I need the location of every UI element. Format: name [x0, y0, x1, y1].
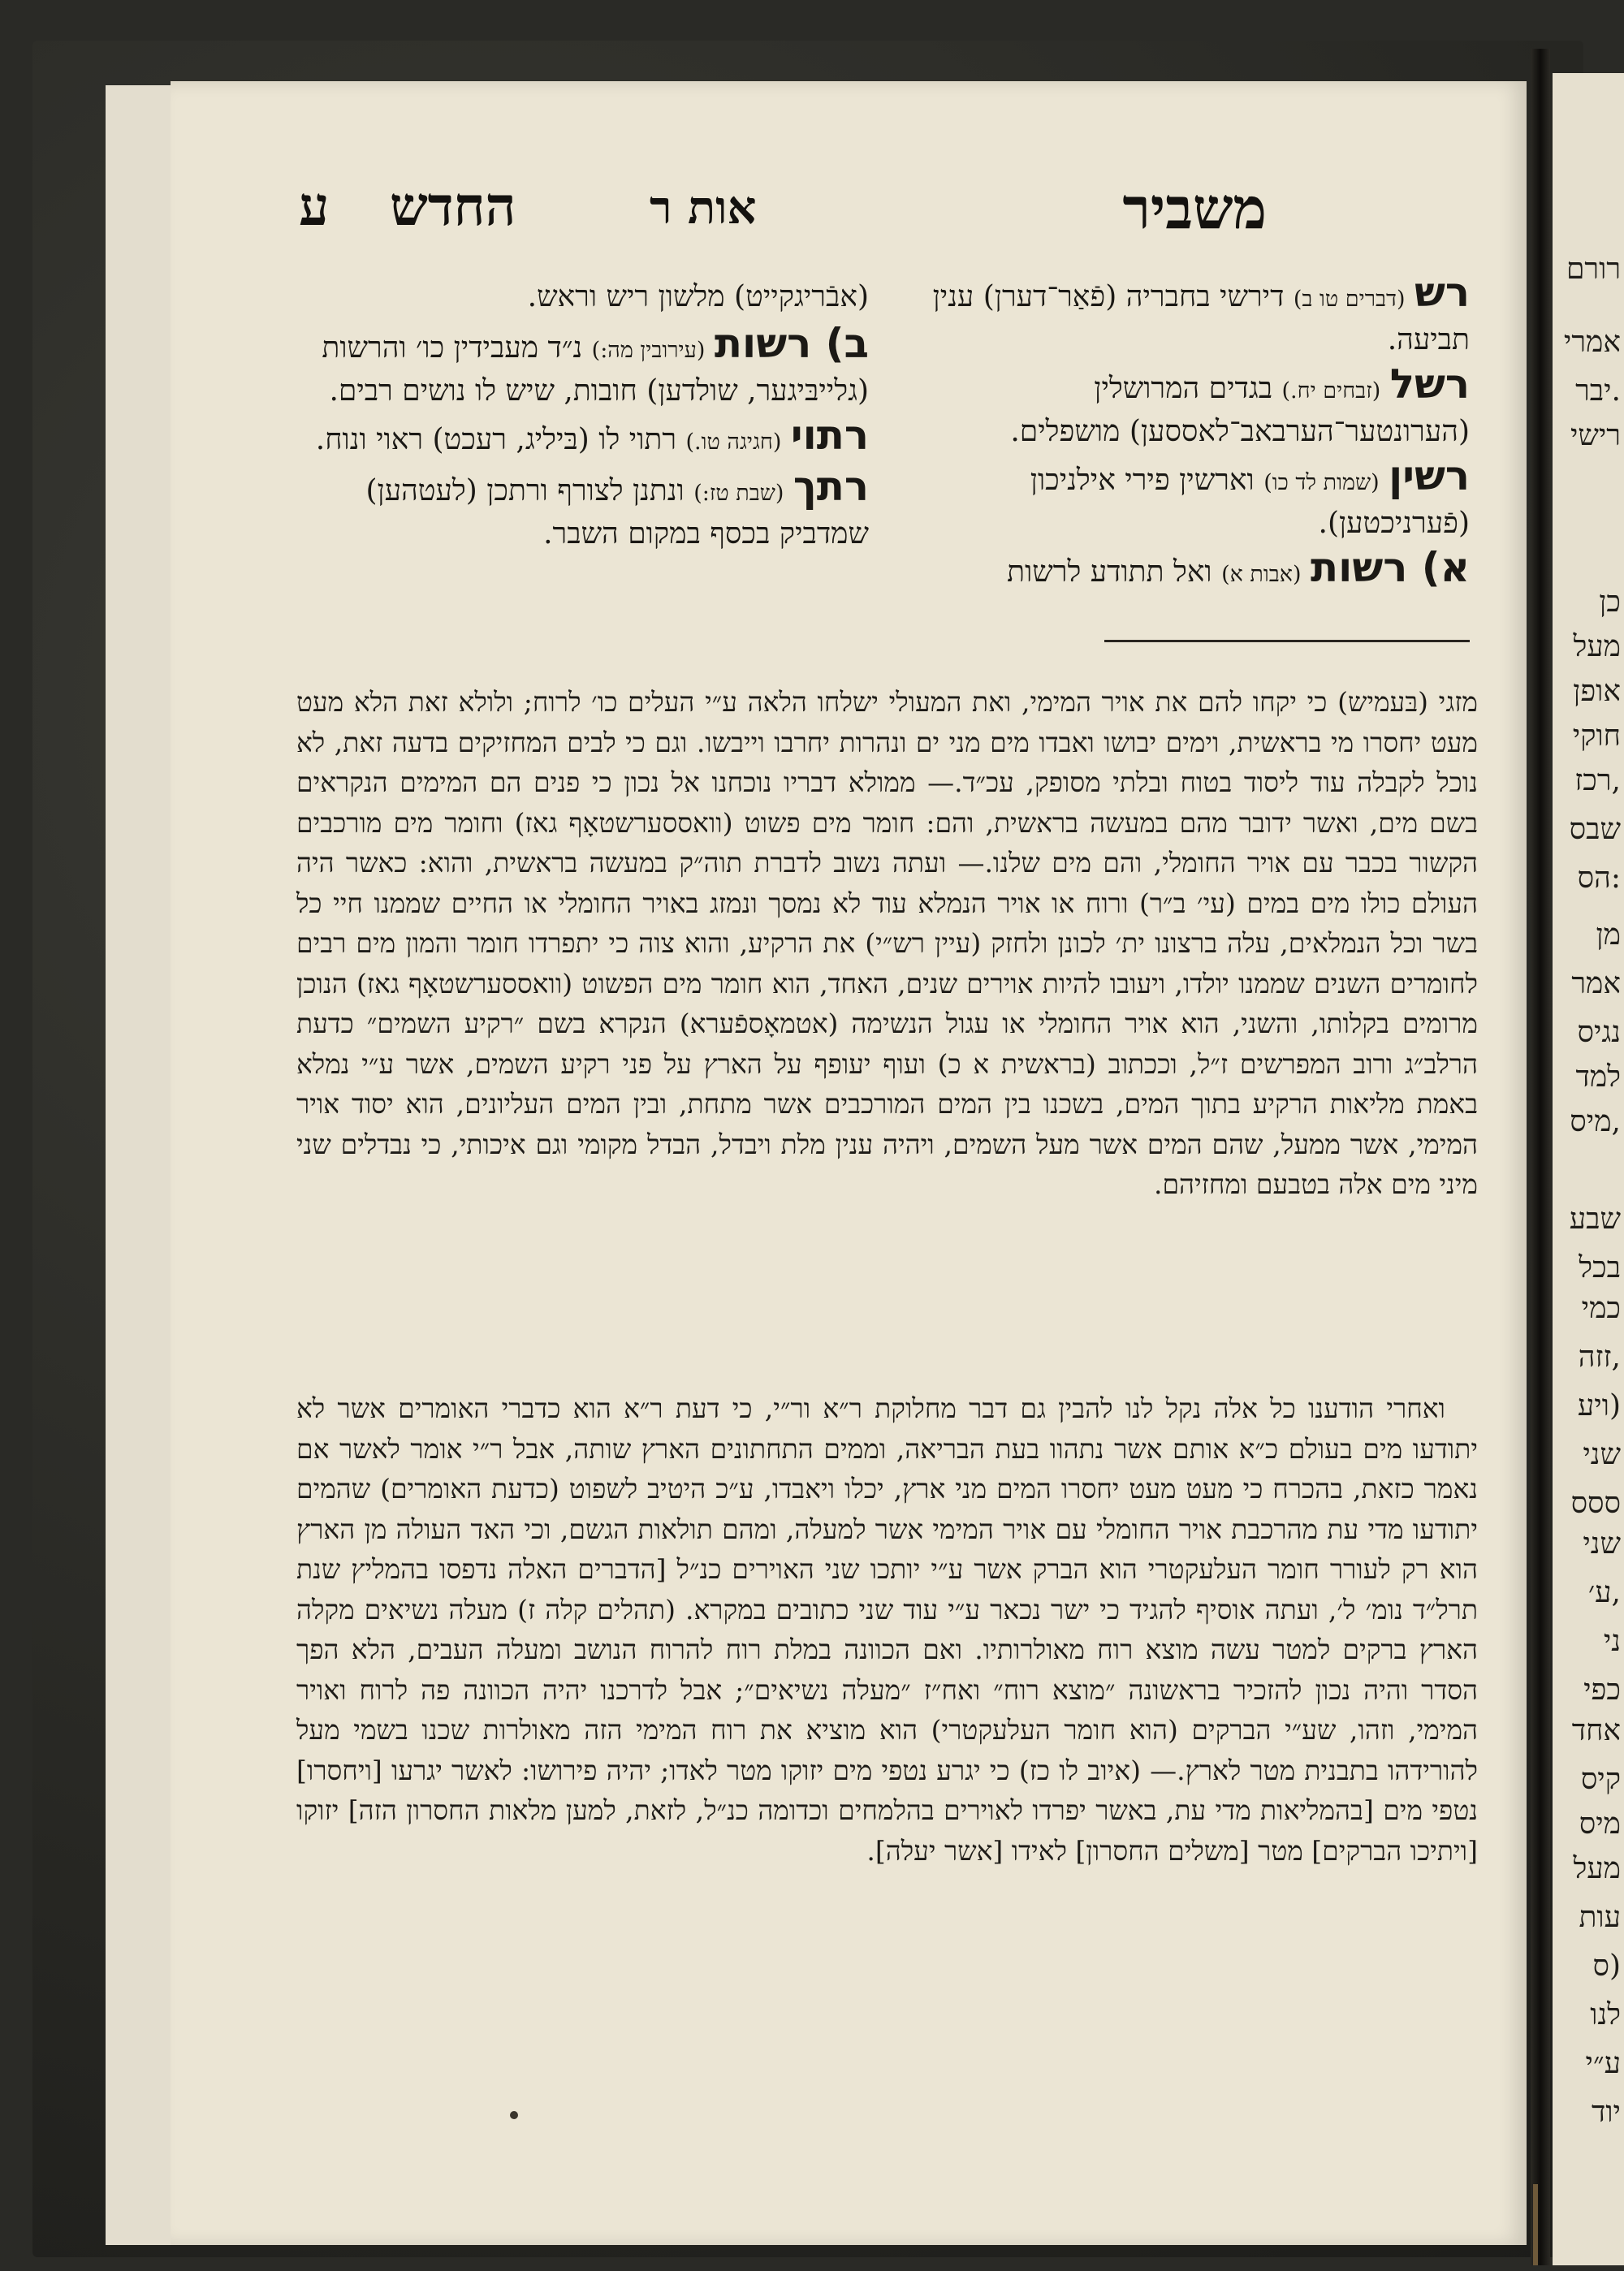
facing-page-line: ע״י: [1585, 2047, 1621, 2080]
dictionary-entry: [909, 544, 1470, 595]
body-paragraph: ואחרי הודענו כל אלה נקל לנו להבין גם דבר מחלוקת ר״א ור״י, כי דעת ר״א הוא כדברי האומרים אשר לא יתודעו מים בעולם כ״א אותם אשר נתהוו בעת הבריאה, וממים התחתונים הארץ שותה, אבל ר״י אומר לאשר אם נאמר כזאת, בהכרח כי מעט מעט יחסרו המים מני ארץ, יכלו ויאבדו, ע״כ היטיב לשפוט (כדעת האומרים) שהמים יתודעו מדי עת מהרכבת אויר החומלי עם אויר המימי אשר למעלה, ומהם תולאות הגשם, וכי האד העולה מן הארץ הוא רק לעורר חומר העלעקטרי הוא הברק אשר ע״י יותכו שני האוירים כנ״ל [הדברים האלה נדפסו בהמליץ שנת תרל״ד נומ׳ ל׳, ועתה אוסיף להגיד כי ישר נכאר ע״י עוד שני כתובים במקרא. (תהלים קלה ז) מעלה נשיאים מקלה הארץ ברקים למטר עשה מוצא רוח מאולרותיו. ואם הכוונה במלת רוח להרוח הנושב ומעלה העבים, הלא הפך הסדר והיה נכון להזכיר בראשונה ״מוצא רוח״ ואח״ז ״מעלה נשיאים״; אבל לדרכנו יהיה הכוונה פה לרוח ואויר המימי, וזהו, שע״י הברקים (הוא חומר העלעקטרי) הוא מוציא את רוח המימי הזה מאולרות שכנו בשמי מעל להורידהו בתבנית מטר לארץ.— (איוב לו כז) כי יגרע נטפי מים יזוקו מטר לאדו; יהיה פירושו: לאשר יגרעו [ויחסרו] נטפי מים [בהמליאות מדי עת, באשר יפרדו לאוירים בהלמחים וכדומה כנ״ל, לזאת, למען מלאות החסרון הזה] יזוקו [ויתיכו הברקים] מטר [משלים החסרון] לאידו [אשר יעלה].: [296, 1392, 1478, 1867]
facing-page-line: יבר.: [1575, 374, 1621, 408]
page-header: [299, 175, 1267, 264]
entry-text: נ״ד מעבידין כו׳ והרשות (גלייבּיגער, שולדען) חובות, שיש לו נושים רבים.: [322, 331, 869, 408]
section-divider: [1104, 640, 1470, 642]
entry-text: וארשין פירי אילניכון (פֿערניכטען).: [1030, 464, 1470, 540]
running-title: משביר: [1122, 175, 1267, 242]
facing-page-line: מעל: [1573, 630, 1621, 663]
dictionary-entry: [909, 361, 1470, 452]
facing-page-line: שבע: [1569, 1202, 1621, 1236]
dictionary-entry: [300, 272, 869, 320]
facing-page-line: רורם: [1566, 253, 1621, 286]
facing-page-line: שני: [1583, 1527, 1621, 1561]
bookmark-ribbon: [1533, 2184, 1538, 2265]
entry-source: (שבת טז:): [693, 481, 784, 506]
facing-page-line: רכז,: [1574, 764, 1621, 797]
facing-page-line: אמר: [1571, 967, 1621, 1000]
entry-term: רשין: [1389, 452, 1470, 499]
facing-page-line: זזה,: [1578, 1341, 1621, 1374]
facing-page-line: ס): [1592, 1949, 1621, 1983]
entry-term: ב) רשות: [714, 320, 869, 367]
facing-page-line: אמרי: [1563, 326, 1621, 359]
dictionary-entry: [300, 412, 869, 463]
facing-page-line: הס:: [1577, 861, 1621, 895]
facing-page-line: חוקי: [1572, 719, 1621, 753]
body-paragraph: מזגי (בּעמיש) כי יקחו להם את אויר המימי, ואת המעולי ישלחו הלאה ע״י העלים כו׳ לרוח; ולולא זאת הלא מעט מעט יחסרו מי בראשית, וימים יבושו ואבדו מים מני ים ונהרות יחרבו וייבשו. וגם כי לבים המחזיקים בדעה זאת, לא נוכל לקבלה עוד ליסוד בטוח ובלתי מסופק, עכ״ד.— ממולא דבריו נוכחנו אל נכון כי פנים הם המימים הנקראים בשם מים, ואשר ידובר מהם במעשה בראשית, והם: חומר מים פשוט (וואססערשטאָף גאז) וחומר מים מורכבים הקשור בכבר עם אויר החומלי, והם מים שלנו.— ועתה נשוב לדברת תוה״ק במעשה בראשית, והוא: כאשר היה העולם כולו מים במים (עי׳ ב״ר) ורוח או אויר הנמלא עוד לא נמסך ונמזג באויר החומלי או החיים שממנו חיי כל בשר וכל הנמלאים, עלה ברצונו ית׳ לכונן ולחזק (עיין רש״י) את הרקיע, והוא צוה כי יתפרדו חומר והמון מים רבים לחומרים השנים שממנו יולדו, ויעובו להיות אוירים שנים, האחד, הוא חומר מים הפשוט (וואססערשטאָף גאז) הנוכן מרומים בקלותו, והשני, הוא אויר החומלי או עגול הנשימה (אטמאָספֿערא) הנקרא בשם ״רקיע השמים״ כדעת הרלב״ג ורוב המפרשים ז״ל, וככתוב (בראשית א כ) ועוף יעופף על הארץ על פני רקיע השמים, אשר ע״י נמלא באמת מליאות הרקיע בתוך המים, בשכנו בין המים המורכבים אשר מתחת, ובין המים העליונים, הוא יסוד אויר המימי, אשר ממעל, שהם המים אשר מעל השמים, ויהיה ענין מלת ויבדל, הבדל מקומי וגם איכותי, כי נבדלים שני מיני מים אלה בטבעם ומחזיהם.: [296, 686, 1478, 1200]
facing-page-line: לנו: [1590, 1998, 1621, 2031]
entry-term: רש: [1414, 269, 1470, 316]
facing-page-line: מעל: [1573, 1852, 1621, 1885]
facing-page-line: רישי: [1570, 419, 1621, 452]
entry-text: (אבֿריגקייט) מלשון ריש וראש.: [527, 280, 869, 313]
dictionary-column-left: [300, 272, 869, 558]
facing-page-line: כמי: [1581, 1292, 1621, 1325]
facing-page-line: מן: [1596, 918, 1621, 952]
entry-text: רתוי לו (בּיליג, רעכט) ראוי ונוח.: [315, 423, 677, 456]
dictionary-entry: [300, 463, 869, 555]
dictionary-entry: [909, 269, 1470, 361]
entry-source: (אבות א): [1221, 562, 1302, 587]
facing-page-line: למד: [1575, 1060, 1621, 1094]
facing-page-line: יוד: [1592, 2096, 1621, 2129]
entry-text: דירשי בחבריה (פֿאַר־דערן) ענין תביעה.: [932, 280, 1470, 356]
facing-page-line: בכל: [1579, 1251, 1621, 1284]
facing-page-line: אופן: [1573, 675, 1621, 708]
dictionary-column-right: [909, 269, 1470, 598]
facing-page-line: כן: [1599, 585, 1621, 619]
facing-page-line: ע׳,: [1587, 1576, 1621, 1609]
entry-term: רשל: [1389, 361, 1470, 408]
entry-source: (חגיגה טו.): [685, 430, 782, 455]
entry-term: א) רשות: [1311, 544, 1470, 591]
facing-page-line: אחד: [1571, 1714, 1621, 1747]
facing-page-line: כפי: [1583, 1673, 1621, 1707]
entry-text: בגדים המרושלין (הערונטער־הערבאב־לאססען) מושפלים.: [1010, 372, 1470, 448]
entry-term: רתוי: [790, 412, 869, 459]
facing-page-line: נגיס: [1577, 1016, 1621, 1049]
page-number: ע: [299, 175, 330, 238]
facing-page-line: ויע): [1577, 1389, 1621, 1423]
facing-page-line: מיס: [1579, 1807, 1621, 1841]
facing-page-line: ני: [1603, 1625, 1621, 1658]
entry-source: (שמות לד כו): [1263, 470, 1380, 495]
entry-term: רתך: [793, 463, 869, 510]
entry-text: ואל תתודע לרשות: [1007, 555, 1212, 589]
entry-text: ונתנן לצורף ורתכן (לעטהען) שמדביק בכסף במקום השבר.: [365, 474, 869, 550]
running-section: החדש: [390, 175, 516, 238]
facing-page-line: עות: [1579, 1901, 1621, 1934]
page-dot-mark: [510, 2111, 518, 2119]
facing-page-line: ססס: [1570, 1487, 1621, 1520]
facing-page: [1553, 73, 1624, 2265]
dictionary-entry: [300, 320, 869, 412]
facing-page-line: מיס,: [1570, 1105, 1621, 1138]
facing-page-line: שבס: [1569, 813, 1621, 846]
facing-page-line: שני: [1583, 1438, 1621, 1471]
book-gutter: [1531, 49, 1550, 2265]
running-letter: אות ר: [650, 181, 757, 235]
entry-source: (זבחים יח.): [1281, 378, 1381, 404]
facing-page-line: קיס: [1580, 1763, 1621, 1796]
entry-source: (עירובין מה:): [591, 338, 706, 363]
entry-source: (דברים טו ב): [1293, 287, 1406, 312]
dictionary-entry: [909, 452, 1470, 544]
